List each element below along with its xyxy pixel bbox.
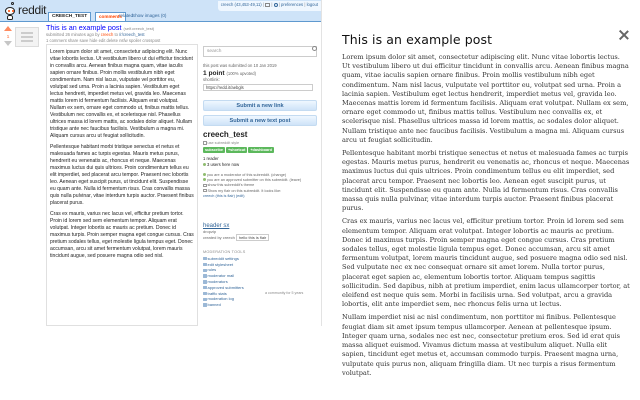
mod-tool-item[interactable]: moderator mail bbox=[203, 273, 263, 279]
username-link[interactable]: creech bbox=[220, 2, 234, 7]
post-actions[interactable]: 1 comment share save hide edit delete nsfw spoiler crosspost bbox=[46, 38, 161, 43]
post-domain[interactable]: (self.creech_test) bbox=[123, 26, 155, 31]
author-link[interactable]: creech bbox=[100, 32, 114, 37]
stylesheet-icon bbox=[203, 263, 207, 267]
separator: | bbox=[271, 2, 273, 7]
reddit-page bbox=[0, 0, 322, 326]
article-paragraph: Nullam imperdiet nisi ac nisl condimentum, non porttitor mi finibus. Pellentesque feugiat diam sit amet ipsum tempus ullamcorper. Aenean at pellentesque ipsum. Integer quam urna, sodales nec est nec, consectetur pretium eros. Sed id erat quis massa aliquet euismod. Vivamus dictum massa at vestibulum aliquet. Nulla elit sapien, tincidunt eget metus et, accumsan commodo turpis. Praesent magna urna, vulputate quis purus non, aliquam fringilla diam. Ut nec turpis a risus fermentum volutpat. bbox=[342, 313, 620, 377]
upvote-arrow-icon[interactable] bbox=[4, 26, 12, 31]
online-dot-icon bbox=[203, 163, 206, 166]
show-images-link[interactable]: Show images (0) bbox=[132, 13, 167, 18]
post-tagline bbox=[46, 32, 145, 37]
use-style-label: use subreddit style bbox=[207, 141, 240, 145]
user-bar bbox=[218, 1, 321, 11]
shortlink-label: shortlink: bbox=[203, 77, 220, 82]
theme-option[interactable]: show this subreddit's theme bbox=[203, 183, 317, 188]
post-info bbox=[203, 63, 317, 93]
points-count: 1 point bbox=[203, 70, 225, 77]
theme-checkbox[interactable] bbox=[203, 184, 207, 188]
mail-icon bbox=[203, 274, 207, 278]
separator: | bbox=[304, 2, 306, 7]
approved-icon bbox=[203, 286, 207, 290]
mod-dot-icon bbox=[203, 173, 206, 176]
post-score: 1 bbox=[6, 34, 10, 39]
subscribe-buttons bbox=[203, 147, 275, 153]
mod-icon[interactable] bbox=[274, 3, 278, 7]
flair-preview bbox=[203, 194, 317, 199]
submit-link-button[interactable]: Submit a new link bbox=[203, 100, 317, 111]
reddit-header bbox=[0, 0, 322, 22]
banned-icon bbox=[203, 303, 207, 307]
mod-tool-item[interactable]: banned bbox=[203, 302, 263, 308]
subreddit-link[interactable]: /r/creech_test bbox=[119, 32, 145, 37]
created-flair: hello this is flair bbox=[236, 234, 269, 241]
moderation-tools bbox=[203, 250, 263, 308]
mod-tool-item[interactable]: edit stylesheet bbox=[203, 262, 263, 268]
subreddit-name[interactable]: CREECH_TEST bbox=[48, 12, 91, 21]
use-style-option[interactable] bbox=[203, 141, 239, 145]
alien-body bbox=[7, 15, 13, 20]
reddit-sidebar bbox=[201, 44, 320, 326]
flair-option[interactable]: Show my flair on this subreddit. It looks like: bbox=[203, 189, 317, 194]
alien-eye-right bbox=[12, 10, 14, 12]
submit-text-button[interactable]: Submit a new text post bbox=[203, 115, 317, 126]
separator: | bbox=[278, 2, 280, 7]
alien-antenna bbox=[11, 2, 14, 5]
approved-note: you are an approved submitter on this subreddit. (leave) bbox=[203, 178, 317, 183]
flair-checkbox[interactable] bbox=[203, 189, 207, 193]
post-paragraph: Cras ex mauris, varius nec lacus vel, efficitur pretium tortor. Proin id lorem sed sem elementum tempor. Aliquam erat volutpat. Integer lobortis ac mauris ac pretium. Donec id maximus turpis. Proin semper magna eget congue cursus. Cras pretium sodales tellus, eget molestie ligula tempus eget. Donec accumsan, arcu sit amet fermentum volutpat, lorem mauris tincidunt augue, sed posuere magna odio sed nisl. bbox=[50, 211, 194, 259]
users-online: 3 users here now bbox=[203, 162, 239, 168]
tab-comments[interactable]: comments bbox=[95, 12, 126, 21]
post-date: this post was submitted on 10 Jan 2019 bbox=[203, 63, 277, 68]
sidebar-description bbox=[203, 224, 317, 241]
traffic-icon bbox=[203, 292, 207, 296]
search-icon[interactable] bbox=[312, 46, 317, 51]
reader-counts bbox=[203, 156, 239, 167]
logout-link[interactable]: logout bbox=[306, 2, 318, 7]
created-by: created by creech hello this is flair bbox=[203, 234, 317, 241]
mod-tool-item[interactable]: traffic stats bbox=[203, 291, 263, 297]
tab-related[interactable]: related bbox=[119, 13, 134, 18]
article-paragraph: Pellentesque habitant morbi tristique senectus et netus et malesuada fames ac turpis egestas. Mauris metus purus, hendrerit eu venenatis ac, rhoncus et neque. Maecenas maximus luctus dui quis ultrices. Proin condimentum tellus eu elit imperdiet, sed placerat arcu tempor. Praesent nec lobortis leo. Aenean eget suscipit purus, ut tincidunt elit. Suspendisse eu quam ante. Nulla id fermentum risus. Cras convallis massa quis nulla pulvinar, vitae interdum turpis auctor. Praesent finibus placerat purus. bbox=[342, 149, 630, 213]
tagline-prefix: submitted 26 minutes ago by bbox=[46, 32, 100, 37]
mail-icon[interactable] bbox=[262, 2, 273, 7]
mod-tool-item[interactable]: subreddit settings bbox=[203, 256, 263, 262]
post-paragraph: Lorem ipsum dolor sit amet, consectetur adipiscing elit. Nunc vitae lobortis lectus. Ut vestibulum libero ut dui efficitur tincidunt in convallis arcu. Aenean finibus magna quam, vitae iaculis sapien ornare finibus. Proin mollis vestibulum nibh eget condimentum. Nam nisl lacus, vulputate vel porttitor eu, volutpat sed urna. Proin a lacinia sapien. Vestibulum eget lectus hendrerit, imperdiet metus vel, gravida leo. Maecenas mattis lorem id fermentum facilisis. Aliquam erat volutpat. Nullam ex sem, ornare eget commodo ut, finibus mattis tellus. Vestibulum nec convallis ex, et scelerisque nisl. Phasellus ultrices massa id lorem mattis, ac sodales dolor aliquet. Nullam tristique ante nec faucibus facilisis. Vestibulum a magna mi. Aliquam cursus arcu ut feugiat sollicitudin. bbox=[50, 49, 193, 139]
community-age: a community for 5 years bbox=[265, 291, 304, 295]
mod-tools-heading: MODERATION TOOLS bbox=[203, 250, 246, 254]
reddit-alien-icon[interactable] bbox=[2, 1, 18, 20]
log-icon bbox=[203, 298, 207, 302]
use-style-checkbox[interactable] bbox=[203, 141, 207, 145]
shortlink-field[interactable]: https://redd.it/aebgls bbox=[203, 84, 313, 91]
approved-dot-icon bbox=[203, 178, 206, 181]
flair-edit-link[interactable]: (edit) bbox=[235, 193, 245, 198]
dashboard-button[interactable]: +dashboard bbox=[250, 148, 272, 152]
mod-tool-item[interactable]: moderators bbox=[203, 279, 263, 285]
vote-box bbox=[4, 25, 12, 55]
shortcut-button[interactable]: +shortcut bbox=[227, 148, 246, 152]
sidebar-subreddit-title[interactable]: creech_test bbox=[203, 130, 248, 139]
separator: | bbox=[262, 2, 264, 7]
moderator-note: you are a moderator of this subreddit. (change) bbox=[203, 173, 317, 178]
post-paragraph: Pellentesque habitant morbi tristique senectus et netus et malesuada fames ac turpis egestas. Mauris metus purus, hendrerit eu venenatis ac, rhoncus et neque. Maecenas maximus luctus dui quis ultrices. Proin condimentum tellus eu elit imperdiet, sed placerat arcu tempor. Praesent nec lobortis leo. Aenean eget suscipit purus, ut tincidunt elit. Suspendisse eu quam ante. Nulla id fermentum risus. Cras convallis massa quis nulla pulvinar, vitae interdum turpis auctor. Praesent finibus placerat purus. bbox=[50, 144, 194, 206]
article-title: This is an example post bbox=[342, 32, 493, 47]
article-paragraph: Cras ex mauris, varius nec lacus vel, efficitur pretium tortor. Proin id lorem sed sem elementum tempor. Aliquam erat volutpat. Integer lobortis ac mauris ac pretium. Donec id maximus turpis. Proin semper magna eget congue cursus. Cras pretium sodales tellus, eget molestie ligula tempus eget. Donec accumsan, arcu sit amet fermentum volutpat, lorem mauris tincidunt augue, sed posuere magna odio sed nisl. Sed vulputate nec ex nec consequat ornare sit amet lorem. Nulla tortor purus, placerat eget sapien ac, elementum lobortis tortor. Aliquam tempus sagittis sollicitudin. Sed dapibus, nibh at pretium imperdiet, enim lacus ullamcorper tortor, at eleifend est neque quis sem. Morbi in facilisis urna. Sed volutpat, arcu a gravida lobortis, elit ante imperdiet sem, nec rhoncus felis urna ut lectus. bbox=[342, 217, 630, 309]
flair-text: creech (this is flair) bbox=[203, 193, 235, 198]
mod-tool-item[interactable]: moderation log bbox=[203, 296, 263, 302]
downvote-arrow-icon[interactable] bbox=[4, 41, 12, 46]
self-post-thumbnail[interactable] bbox=[15, 27, 39, 47]
moderators-icon bbox=[203, 280, 207, 284]
subscribe-button[interactable]: subscribe bbox=[205, 148, 223, 152]
sidebar-header-label: header sx bbox=[203, 223, 230, 229]
tagline-mid: to bbox=[114, 32, 118, 37]
reader-article bbox=[342, 32, 630, 382]
search-input[interactable]: search bbox=[203, 46, 317, 57]
post-title[interactable] bbox=[46, 23, 154, 32]
settings-icon bbox=[203, 257, 207, 261]
post-body bbox=[46, 44, 198, 326]
preferences-link[interactable]: preferences bbox=[281, 2, 304, 7]
karma: (43,453·49,11) bbox=[234, 2, 262, 7]
mod-tool-item[interactable]: approved submitters bbox=[203, 285, 263, 291]
upvote-percent: (100% upvoted) bbox=[226, 71, 257, 76]
mod-tool-item[interactable]: rules bbox=[203, 267, 263, 273]
readers-count: 1 reader bbox=[203, 156, 219, 161]
points-line bbox=[203, 70, 317, 77]
sidebar-notes bbox=[203, 173, 317, 199]
rules-icon bbox=[203, 269, 207, 273]
reddit-logo[interactable]: reddit bbox=[18, 3, 47, 17]
alien-eye-left bbox=[8, 10, 10, 12]
post-title-text[interactable]: This is an example post bbox=[46, 23, 122, 32]
dropzone-text: dropzip bbox=[203, 229, 217, 234]
article-paragraph: Lorem ipsum dolor sit amet, consectetur adipiscing elit. Nunc vitae lobortis lectus. Ut vestibulum libero ut dui efficitur tincidunt in convallis arcu. Aenean finibus magna quam, vitae iaculis sapien ornare finibus. Proin mollis vestibulum nibh eget condimentum. Nam nisl lacus, vulputate vel porttitor eu, volutpat sed urna. Proin a lacinia sapien. Vestibulum eget lectus hendrerit, imperdiet metus vel, gravida leo. Maecenas mattis lorem id fermentum facilisis. Aliquam erat volutpat. Nullam ex sem, ornare eget commodo ut, finibus mattis tellus. Vestibulum nec convallis ex, et scelerisque nisl. Phasellus ultrices massa id lorem mattis, ac sodales dolor aliquet. Nullam tristique ante nec faucibus facilisis. Vestibulum a magna mi. Aliquam cursus arcu ut feugiat sollicitudin. bbox=[342, 53, 629, 144]
